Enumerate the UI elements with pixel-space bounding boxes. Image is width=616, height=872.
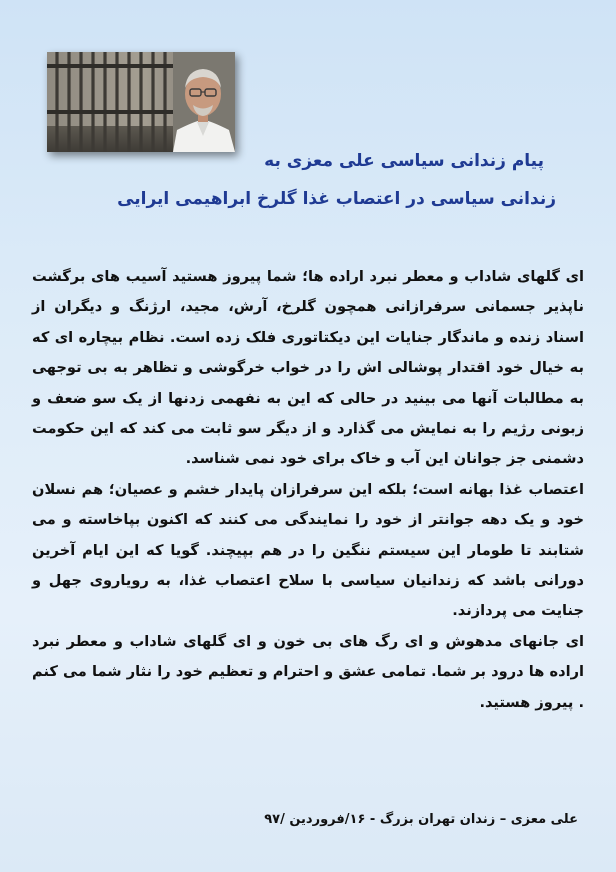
signature: علی معزی – زندان تهران بزرگ - ۱۶/فروردین /۹۷: [264, 812, 578, 827]
title-line-2: زندانی سیاسی در اعتصاب غذا گلرخ ابراهیمی ایرایی: [117, 189, 556, 209]
paragraph: اعتصاب غذا بهانه است؛ بلکه این سرفرازان پایدار خشم و عصیان؛ هم نسلان خود و یک دهه جوانتر از خود را نمایندگی می کنند که اکنون بپاخاسته و می شتابند تا طومار این سیستم ننگین را در هم بپیچند. گویا که این ایام آخرین دورانی باشد که زندانیان سیاسی با سلاح اعتصاب غذا، به رویاروی جهل و جنایت می پردازند.: [32, 480, 584, 620]
title-block: [60, 142, 556, 218]
paragraph: ای جانهای مدهوش و ای رگ های بی خون و ای گلهای شاداب و معطر نبرد اراده ها درود بر شما. تمامی عشق و احترام و تعظیم خود را نثار شما می کنم . پیروز هستید.: [32, 632, 584, 711]
title-line-1: پیام زندانی سیاسی علی معزی به: [264, 151, 544, 171]
paragraph: ای گلهای شاداب و معطر نبرد اراده ها؛ شما پیروز هستید آسیب های برگشت ناپذیر جسمانی سرفرازانی همچون گلرخ، آرش، مجید، ارژنگ و دیگران از اسناد زنده و ماندگار جنایات این دیکتاتوری فلک زده است. نظام بیچاره ای که به خیال خود اقتدار پوشالی اش را در خواب خرگوشی و تظاهر به بی توجهی به مطالبات آنها می بینید در حالی که این به نفهمی زدنها از یک سو ضعف و زبونی رژیم را به نمایش می گذارد و از دیگر سو ثابت می کند که این حکومت دشمنی جز جوانان این آب و خاک برای خود نمی شناسد.: [32, 268, 584, 468]
portrait-photo: [47, 52, 235, 152]
letter-body: [32, 262, 584, 718]
